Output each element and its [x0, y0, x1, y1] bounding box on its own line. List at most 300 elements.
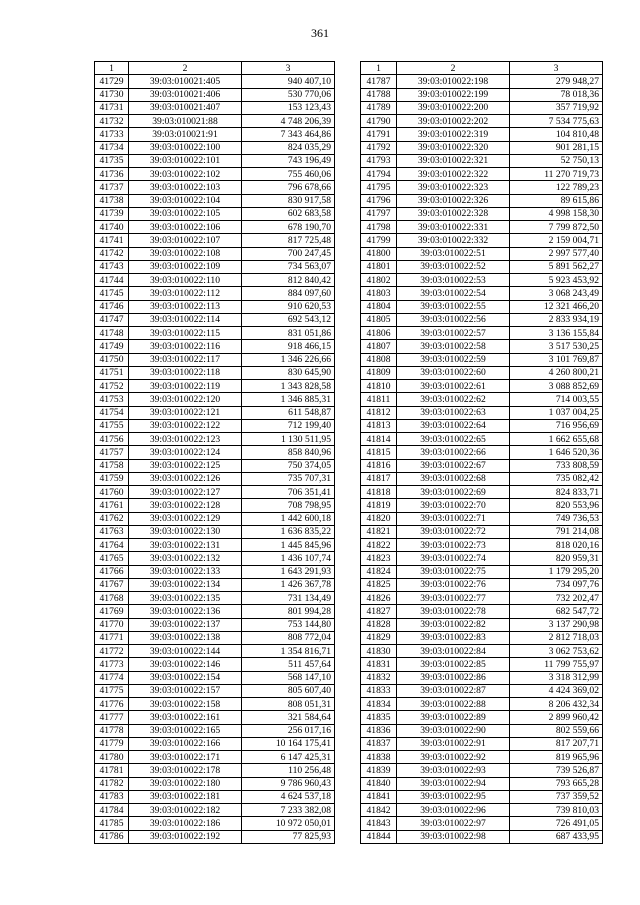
row-number-cell: 41836 — [361, 724, 397, 737]
value-cell: 104 810,48 — [510, 128, 603, 141]
value-cell: 801 994,28 — [242, 605, 335, 618]
value-cell: 733 808,59 — [510, 459, 603, 472]
table-row — [95, 565, 335, 578]
row-number-cell: 41778 — [95, 724, 129, 737]
value-cell: 4 748 206,39 — [242, 115, 335, 128]
row-number-cell: 41827 — [361, 605, 397, 618]
table-row — [361, 525, 603, 538]
value-cell: 750 374,05 — [242, 459, 335, 472]
value-cell: 817 725,48 — [242, 234, 335, 247]
row-number-cell: 41736 — [95, 168, 129, 181]
table-row — [361, 154, 603, 167]
table-row — [361, 247, 603, 260]
cadastral-number-cell: 39:03:010022:165 — [129, 724, 242, 737]
value-cell: 12 321 466,20 — [510, 300, 603, 313]
cadastral-number-cell: 39:03:010022:200 — [397, 101, 510, 114]
value-cell: 700 247,45 — [242, 247, 335, 260]
table-row — [95, 101, 335, 114]
row-number-cell: 41821 — [361, 525, 397, 538]
cadastral-number-cell: 39:03:010022:83 — [397, 631, 510, 644]
row-number-cell: 41834 — [361, 698, 397, 711]
value-cell: 3 137 290,98 — [510, 618, 603, 631]
table-row — [95, 790, 335, 803]
value-cell: 706 351,41 — [242, 486, 335, 499]
row-number-cell: 41752 — [95, 380, 129, 393]
row-number-cell: 41729 — [95, 75, 129, 88]
value-cell: 830 645,90 — [242, 366, 335, 379]
cadastral-number-cell: 39:03:010021:405 — [129, 75, 242, 88]
row-number-cell: 41739 — [95, 207, 129, 220]
row-number-cell: 41741 — [95, 234, 129, 247]
row-number-cell: 41776 — [95, 698, 129, 711]
table-row — [95, 605, 335, 618]
table-row — [95, 804, 335, 817]
value-cell: 7 343 464,86 — [242, 128, 335, 141]
row-number-cell: 41737 — [95, 181, 129, 194]
cadastral-number-cell: 39:03:010022:90 — [397, 724, 510, 737]
cadastral-number-cell: 39:03:010022:105 — [129, 207, 242, 220]
table-row — [361, 578, 603, 591]
cadastral-number-cell: 39:03:010022:133 — [129, 565, 242, 578]
cadastral-number-cell: 39:03:010022:109 — [129, 260, 242, 273]
cadastral-number-cell: 39:03:010022:60 — [397, 366, 510, 379]
row-number-cell: 41742 — [95, 247, 129, 260]
value-cell: 737 359,52 — [510, 790, 603, 803]
value-cell: 1 445 845,96 — [242, 539, 335, 552]
cadastral-number-cell: 39:03:010022:78 — [397, 605, 510, 618]
value-cell: 1 662 655,68 — [510, 433, 603, 446]
table-row — [95, 684, 335, 697]
value-cell: 884 097,60 — [242, 287, 335, 300]
row-number-cell: 41768 — [95, 592, 129, 605]
table-row — [95, 486, 335, 499]
table-row — [95, 234, 335, 247]
value-cell: 739 526,87 — [510, 764, 603, 777]
value-cell: 122 789,23 — [510, 181, 603, 194]
row-number-cell: 41755 — [95, 419, 129, 432]
value-cell: 910 620,53 — [242, 300, 335, 313]
value-cell: 153 123,43 — [242, 101, 335, 114]
row-number-cell: 41798 — [361, 221, 397, 234]
row-number-cell: 41818 — [361, 486, 397, 499]
value-cell: 77 825,93 — [242, 830, 335, 843]
cadastral-number-cell: 39:03:010022:94 — [397, 777, 510, 790]
value-cell: 808 051,31 — [242, 698, 335, 711]
row-number-cell: 41757 — [95, 446, 129, 459]
cadastral-number-cell: 39:03:010022:323 — [397, 181, 510, 194]
row-number-cell: 41731 — [95, 101, 129, 114]
cadastral-number-cell: 39:03:010022:84 — [397, 645, 510, 658]
cadastral-number-cell: 39:03:010022:103 — [129, 181, 242, 194]
cadastral-number-cell: 39:03:010022:71 — [397, 512, 510, 525]
value-cell: 5 891 562,27 — [510, 260, 603, 273]
table-row — [95, 75, 335, 88]
row-number-cell: 41747 — [95, 313, 129, 326]
row-number-cell: 41841 — [361, 790, 397, 803]
table-row — [95, 340, 335, 353]
table-row — [95, 419, 335, 432]
cadastral-number-cell: 39:03:010022:171 — [129, 751, 242, 764]
table-row — [95, 539, 335, 552]
row-number-cell: 41828 — [361, 618, 397, 631]
table-row — [95, 300, 335, 313]
row-number-cell: 41844 — [361, 830, 397, 843]
cadastral-number-cell: 39:03:010022:181 — [129, 790, 242, 803]
cadastral-number-cell: 39:03:010022:126 — [129, 472, 242, 485]
cadastral-number-cell: 39:03:010022:328 — [397, 207, 510, 220]
row-number-cell: 41835 — [361, 711, 397, 724]
value-cell: 1 436 107,74 — [242, 552, 335, 565]
table-row — [361, 340, 603, 353]
cadastral-number-cell: 39:03:010022:146 — [129, 658, 242, 671]
value-cell: 3 062 753,62 — [510, 645, 603, 658]
table-row — [361, 141, 603, 154]
row-number-cell: 41831 — [361, 658, 397, 671]
value-cell: 52 750,13 — [510, 154, 603, 167]
row-number-cell: 41796 — [361, 194, 397, 207]
value-cell: 568 147,10 — [242, 671, 335, 684]
value-cell: 78 018,36 — [510, 88, 603, 101]
value-cell: 1 636 835,22 — [242, 525, 335, 538]
cadastral-number-cell: 39:03:010022:157 — [129, 684, 242, 697]
cadastral-number-cell: 39:03:010022:102 — [129, 168, 242, 181]
cadastral-number-cell: 39:03:010022:65 — [397, 433, 510, 446]
value-cell: 3 318 312,99 — [510, 671, 603, 684]
table-row — [361, 658, 603, 671]
cadastral-number-cell: 39:03:010022:137 — [129, 618, 242, 631]
row-number-cell: 41829 — [361, 631, 397, 644]
value-cell: 735 082,42 — [510, 472, 603, 485]
cadastral-number-cell: 39:03:010021:407 — [129, 101, 242, 114]
value-cell: 817 207,71 — [510, 737, 603, 750]
value-cell: 2 997 577,40 — [510, 247, 603, 260]
table-row — [95, 724, 335, 737]
cadastral-number-cell: 39:03:010022:96 — [397, 804, 510, 817]
table-row — [361, 671, 603, 684]
table-header-row — [95, 62, 335, 75]
cadastral-number-cell: 39:03:010022:72 — [397, 525, 510, 538]
table-row — [361, 764, 603, 777]
cadastral-number-cell: 39:03:010021:88 — [129, 115, 242, 128]
value-cell: 357 719,92 — [510, 101, 603, 114]
value-cell: 1 646 520,36 — [510, 446, 603, 459]
column-header-1: 1 — [95, 62, 129, 75]
value-cell: 4 424 369,02 — [510, 684, 603, 697]
row-number-cell: 41814 — [361, 433, 397, 446]
value-cell: 802 559,66 — [510, 724, 603, 737]
table-row — [361, 300, 603, 313]
table-row — [95, 115, 335, 128]
cadastral-number-cell: 39:03:010022:138 — [129, 631, 242, 644]
value-cell: 812 840,42 — [242, 274, 335, 287]
table-row — [361, 207, 603, 220]
cadastral-number-cell: 39:03:010022:115 — [129, 327, 242, 340]
row-number-cell: 41794 — [361, 168, 397, 181]
value-cell: 1 426 367,78 — [242, 578, 335, 591]
table-row — [361, 631, 603, 644]
column-header-2: 2 — [397, 62, 510, 75]
row-number-cell: 41746 — [95, 300, 129, 313]
table-row — [361, 194, 603, 207]
row-number-cell: 41733 — [95, 128, 129, 141]
table-row — [95, 751, 335, 764]
table-row — [361, 446, 603, 459]
table-row — [361, 221, 603, 234]
value-cell: 831 051,86 — [242, 327, 335, 340]
value-cell: 734 563,07 — [242, 260, 335, 273]
cadastral-number-cell: 39:03:010022:124 — [129, 446, 242, 459]
table-row — [95, 353, 335, 366]
cadastral-number-cell: 39:03:010022:128 — [129, 499, 242, 512]
row-number-cell: 41823 — [361, 552, 397, 565]
table-row — [361, 751, 603, 764]
table-row — [95, 631, 335, 644]
row-number-cell: 41773 — [95, 658, 129, 671]
cadastral-number-cell: 39:03:010021:406 — [129, 88, 242, 101]
value-cell: 511 457,64 — [242, 658, 335, 671]
table-right — [360, 61, 603, 844]
cadastral-number-cell: 39:03:010022:112 — [129, 287, 242, 300]
value-cell: 819 965,96 — [510, 751, 603, 764]
value-cell: 2 899 960,42 — [510, 711, 603, 724]
cadastral-number-cell: 39:03:010022:88 — [397, 698, 510, 711]
table-row — [95, 698, 335, 711]
row-number-cell: 41758 — [95, 459, 129, 472]
cadastral-number-cell: 39:03:010022:57 — [397, 327, 510, 340]
table-row — [95, 194, 335, 207]
cadastral-number-cell: 39:03:010022:98 — [397, 830, 510, 843]
cadastral-number-cell: 39:03:010022:73 — [397, 539, 510, 552]
row-number-cell: 41790 — [361, 115, 397, 128]
row-number-cell: 41754 — [95, 406, 129, 419]
row-number-cell: 41740 — [95, 221, 129, 234]
value-cell: 1 343 828,58 — [242, 380, 335, 393]
value-cell: 5 923 453,92 — [510, 274, 603, 287]
table-row — [361, 817, 603, 830]
column-header-3: 3 — [510, 62, 603, 75]
table-row — [361, 75, 603, 88]
value-cell: 3 088 852,69 — [510, 380, 603, 393]
cadastral-number-cell: 39:03:010022:97 — [397, 817, 510, 830]
cadastral-number-cell: 39:03:010022:108 — [129, 247, 242, 260]
cadastral-number-cell: 39:03:010022:144 — [129, 645, 242, 658]
value-cell: 1 442 600,18 — [242, 512, 335, 525]
value-cell: 3 517 530,25 — [510, 340, 603, 353]
cadastral-number-cell: 39:03:010022:66 — [397, 446, 510, 459]
value-cell: 735 707,31 — [242, 472, 335, 485]
value-cell: 824 833,71 — [510, 486, 603, 499]
row-number-cell: 41825 — [361, 578, 397, 591]
table-row — [95, 88, 335, 101]
cadastral-number-cell: 39:03:010022:121 — [129, 406, 242, 419]
cadastral-number-cell: 39:03:010022:55 — [397, 300, 510, 313]
table-row — [95, 287, 335, 300]
cadastral-number-cell: 39:03:010022:52 — [397, 260, 510, 273]
cadastral-number-cell: 39:03:010022:134 — [129, 578, 242, 591]
table-row — [361, 499, 603, 512]
value-cell: 901 281,15 — [510, 141, 603, 154]
cadastral-number-cell: 39:03:010022:319 — [397, 128, 510, 141]
value-cell: 11 270 719,73 — [510, 168, 603, 181]
cadastral-number-cell: 39:03:010022:186 — [129, 817, 242, 830]
table-row — [95, 645, 335, 658]
value-cell: 279 948,27 — [510, 75, 603, 88]
cadastral-number-cell: 39:03:010022:129 — [129, 512, 242, 525]
cadastral-number-cell: 39:03:010022:104 — [129, 194, 242, 207]
row-number-cell: 41738 — [95, 194, 129, 207]
cadastral-number-cell: 39:03:010022:100 — [129, 141, 242, 154]
row-number-cell: 41840 — [361, 777, 397, 790]
row-number-cell: 41783 — [95, 790, 129, 803]
value-cell: 682 547,72 — [510, 605, 603, 618]
table-row — [95, 592, 335, 605]
cadastral-number-cell: 39:03:010022:326 — [397, 194, 510, 207]
cadastral-number-cell: 39:03:010022:77 — [397, 592, 510, 605]
table-row — [361, 565, 603, 578]
table-row — [361, 380, 603, 393]
cadastral-number-cell: 39:03:010022:70 — [397, 499, 510, 512]
value-cell: 2 812 718,03 — [510, 631, 603, 644]
cadastral-number-cell: 39:03:010022:161 — [129, 711, 242, 724]
row-number-cell: 41839 — [361, 764, 397, 777]
column-header-3: 3 — [242, 62, 335, 75]
cadastral-number-cell: 39:03:010022:91 — [397, 737, 510, 750]
row-number-cell: 41782 — [95, 777, 129, 790]
table-row — [361, 327, 603, 340]
cadastral-number-cell: 39:03:010022:113 — [129, 300, 242, 313]
table-row — [95, 221, 335, 234]
row-number-cell: 41749 — [95, 340, 129, 353]
row-number-cell: 41811 — [361, 393, 397, 406]
cadastral-number-cell: 39:03:010021:91 — [129, 128, 242, 141]
row-number-cell: 41806 — [361, 327, 397, 340]
table-row — [361, 539, 603, 552]
table-row — [361, 287, 603, 300]
cadastral-number-cell: 39:03:010022:198 — [397, 75, 510, 88]
value-cell: 1 346 226,66 — [242, 353, 335, 366]
row-number-cell: 41789 — [361, 101, 397, 114]
cadastral-number-cell: 39:03:010022:321 — [397, 154, 510, 167]
table-row — [361, 88, 603, 101]
row-number-cell: 41761 — [95, 499, 129, 512]
value-cell: 4 624 537,18 — [242, 790, 335, 803]
table-row — [361, 790, 603, 803]
row-number-cell: 41762 — [95, 512, 129, 525]
table-row — [95, 777, 335, 790]
row-number-cell: 41801 — [361, 260, 397, 273]
cadastral-number-cell: 39:03:010022:82 — [397, 618, 510, 631]
row-number-cell: 41774 — [95, 671, 129, 684]
table-row — [95, 260, 335, 273]
table-row — [361, 618, 603, 631]
cadastral-number-cell: 39:03:010022:130 — [129, 525, 242, 538]
row-number-cell: 41748 — [95, 327, 129, 340]
row-number-cell: 41777 — [95, 711, 129, 724]
value-cell: 3 068 243,49 — [510, 287, 603, 300]
cadastral-number-cell: 39:03:010022:51 — [397, 247, 510, 260]
value-cell: 830 917,58 — [242, 194, 335, 207]
table-row — [361, 393, 603, 406]
table-row — [361, 128, 603, 141]
row-number-cell: 41813 — [361, 419, 397, 432]
row-number-cell: 41735 — [95, 154, 129, 167]
cadastral-number-cell: 39:03:010022:132 — [129, 552, 242, 565]
table-row — [361, 552, 603, 565]
table-right-body — [361, 75, 603, 844]
value-cell: 9 786 960,43 — [242, 777, 335, 790]
cadastral-number-cell: 39:03:010022:101 — [129, 154, 242, 167]
value-cell: 755 460,06 — [242, 168, 335, 181]
value-cell: 1 346 885,31 — [242, 393, 335, 406]
value-cell: 743 196,49 — [242, 154, 335, 167]
table-row — [95, 525, 335, 538]
value-cell: 4 998 158,30 — [510, 207, 603, 220]
cadastral-number-cell: 39:03:010022:116 — [129, 340, 242, 353]
table-row — [361, 698, 603, 711]
cadastral-number-cell: 39:03:010022:62 — [397, 393, 510, 406]
table-row — [95, 446, 335, 459]
value-cell: 10 972 050,01 — [242, 817, 335, 830]
table-row — [95, 764, 335, 777]
value-cell: 10 164 175,41 — [242, 737, 335, 750]
table-row — [361, 459, 603, 472]
table-row — [95, 274, 335, 287]
table-row — [95, 141, 335, 154]
cadastral-number-cell: 39:03:010022:136 — [129, 605, 242, 618]
row-number-cell: 41824 — [361, 565, 397, 578]
table-row — [361, 101, 603, 114]
column-header-1: 1 — [361, 62, 397, 75]
value-cell: 940 407,10 — [242, 75, 335, 88]
row-number-cell: 41787 — [361, 75, 397, 88]
cadastral-number-cell: 39:03:010022:117 — [129, 353, 242, 366]
row-number-cell: 41837 — [361, 737, 397, 750]
table-row — [361, 472, 603, 485]
table-row — [361, 313, 603, 326]
row-number-cell: 41816 — [361, 459, 397, 472]
cadastral-number-cell: 39:03:010022:74 — [397, 552, 510, 565]
row-number-cell: 41832 — [361, 671, 397, 684]
table-row — [95, 327, 335, 340]
cadastral-number-cell: 39:03:010022:106 — [129, 221, 242, 234]
row-number-cell: 41751 — [95, 366, 129, 379]
cadastral-number-cell: 39:03:010022:85 — [397, 658, 510, 671]
table-row — [95, 830, 335, 843]
table-row — [361, 115, 603, 128]
row-number-cell: 41750 — [95, 353, 129, 366]
row-number-cell: 41784 — [95, 804, 129, 817]
column-header-2: 2 — [129, 62, 242, 75]
row-number-cell: 41803 — [361, 287, 397, 300]
row-number-cell: 41785 — [95, 817, 129, 830]
cadastral-number-cell: 39:03:010022:61 — [397, 380, 510, 393]
value-cell: 739 810,03 — [510, 804, 603, 817]
cadastral-number-cell: 39:03:010022:178 — [129, 764, 242, 777]
cadastral-number-cell: 39:03:010022:202 — [397, 115, 510, 128]
row-number-cell: 41838 — [361, 751, 397, 764]
value-cell: 918 466,15 — [242, 340, 335, 353]
row-number-cell: 41772 — [95, 645, 129, 658]
table-row — [95, 512, 335, 525]
table-row — [361, 804, 603, 817]
value-cell: 708 798,95 — [242, 499, 335, 512]
value-cell: 824 035,29 — [242, 141, 335, 154]
table-left-body — [95, 75, 335, 844]
cadastral-number-cell: 39:03:010022:93 — [397, 764, 510, 777]
row-number-cell: 41805 — [361, 313, 397, 326]
table-row — [95, 168, 335, 181]
table-row — [361, 406, 603, 419]
